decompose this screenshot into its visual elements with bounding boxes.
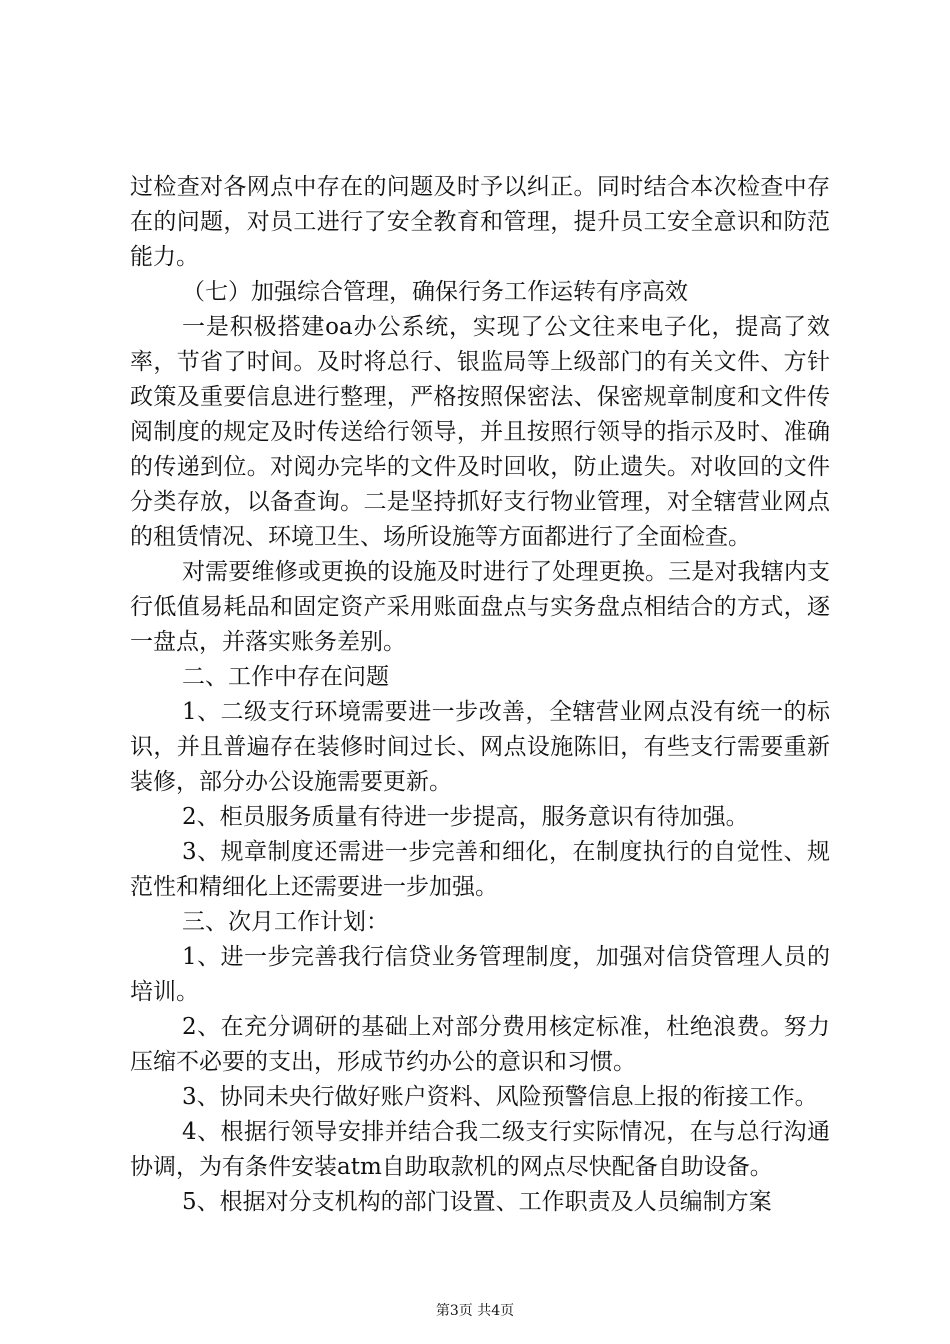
list-item: 3、协同未央行做好账户资料、风险预警信息上报的衔接工作。 bbox=[182, 1084, 818, 1110]
paragraph: 过检查对各网点中存在的问题及时予以纠正。同时结合本次检查中存在的问题，对员工进行了安全教育和管理，提升员工安全意识和防范能力。 bbox=[130, 174, 830, 270]
section-heading: 二、工作中存在问题 bbox=[182, 664, 389, 690]
document-body bbox=[130, 170, 830, 1220]
paragraph: 对需要维修或更换的设施及时进行了处理更换。三是对我辖内支行低值易耗品和固定资产采用账面盘点与实务盘点相结合的方式，逐一盘点，并落实账务差别。 bbox=[130, 559, 830, 655]
list-item: 1、二级支行环境需要进一步改善，全辖营业网点没有统一的标识，并且普遍存在装修时间过长、网点设施陈旧，有些支行需要重新装修，部分办公设施需要更新。 bbox=[130, 699, 830, 795]
page-footer: 第3页 共4页 bbox=[435, 1303, 515, 1319]
section-heading: 三、次月工作计划： bbox=[182, 909, 389, 935]
list-item: 1、进一步完善我行信贷业务管理制度，加强对信贷管理人员的培训。 bbox=[130, 944, 830, 1005]
list-item: 2、柜员服务质量有待进一步提高，服务意识有待加强。 bbox=[182, 804, 749, 830]
list-item: 5、根据对分支机构的部门设置、工作职责及人员编制方案 bbox=[182, 1189, 772, 1215]
list-item: 2、在充分调研的基础上对部分费用核定标准，杜绝浪费。努力压缩不必要的支出，形成节约办公的意识和习惯。 bbox=[130, 1014, 830, 1075]
list-item: 3、规章制度还需进一步完善和细化，在制度执行的自觉性、规范性和精细化上还需要进一步加强。 bbox=[130, 839, 830, 900]
list-item: 4、根据行领导安排并结合我二级支行实际情况，在与总行沟通协调，为有条件安装atm自助取款机的网点尽快配备自助设备。 bbox=[130, 1119, 830, 1180]
paragraph: 一是积极搭建oa办公系统，实现了公文往来电子化，提高了效率，节省了时间。及时将总行、银监局等上级部门的有关文件、方针政策及重要信息进行整理，严格按照保密法、保密规章制度和文件传阅制度的规定及时传送给行领导，并且按照行领导的指示及时、准确的传递到位。对阅办完毕的文件及时回收，防止遗失。对收回的文件分类存放，以备查询。二是坚持抓好支行物业管理，对全辖营业网点的租赁情况、环境卫生、场所设施等方面都进行了全面检查。 bbox=[130, 314, 830, 550]
section-heading: （七）加强综合管理，确保行务工作运转有序高效 bbox=[182, 279, 688, 305]
